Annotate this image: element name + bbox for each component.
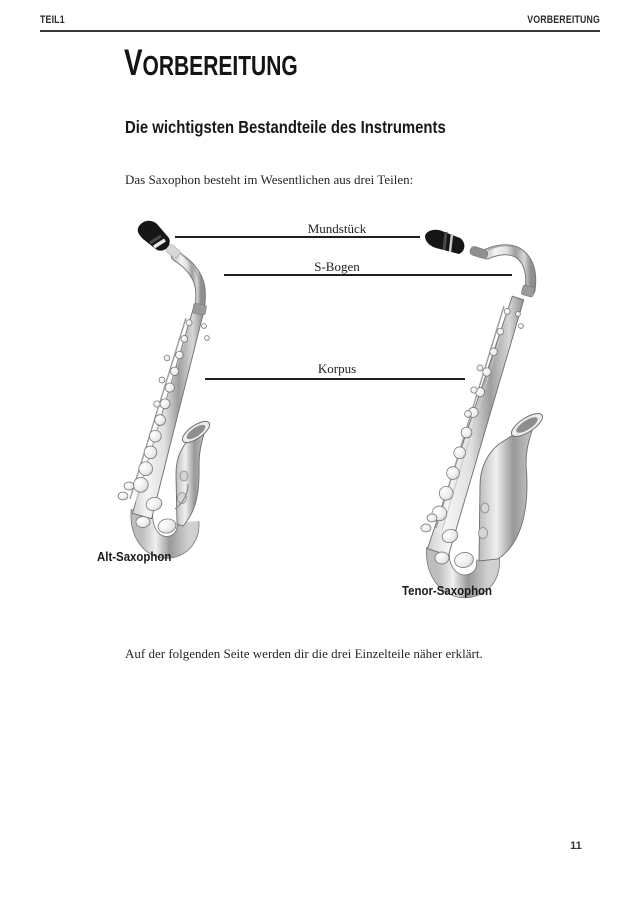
running-head-left: TEIL1 [40, 14, 65, 26]
tenor-saxophon-image [384, 218, 550, 618]
intro-text: Das Saxophon besteht im Wesentlichen aus drei Teilen: [125, 172, 414, 187]
running-head [40, 14, 600, 28]
chapter-title: VORBEREITUNG [124, 42, 298, 83]
tenor-sax-neck [469, 245, 535, 297]
alt-sax-mouthpiece [138, 221, 170, 251]
mundstueck-label: Mundstück [307, 221, 367, 236]
alt-sax-bell [175, 417, 213, 526]
korpus-pointer-line [205, 378, 465, 380]
running-head-right: VORBEREITUNG [527, 14, 600, 26]
mundstueck-pointer-line [175, 236, 420, 238]
alt-saxophon-caption: Alt-Saxophon [97, 549, 172, 564]
header-rule [40, 30, 600, 32]
closing-text: Auf der folgenden Seite werden dir die drei Einzelteile näher erklärt. [125, 646, 483, 661]
section-heading: Die wichtigsten Bestandteile des Instruments [125, 117, 446, 137]
tenor-saxophon-caption: Tenor-Saxophon [402, 583, 493, 598]
s-bogen-label: S-Bogen [314, 259, 360, 274]
alt-saxophon-image [72, 214, 228, 566]
page-number: 11 [570, 840, 582, 852]
tenor-sax-bell [479, 409, 546, 561]
alt-sax-neck [165, 243, 207, 315]
s-bogen-pointer-line [224, 274, 512, 276]
korpus-label: Korpus [317, 361, 357, 376]
